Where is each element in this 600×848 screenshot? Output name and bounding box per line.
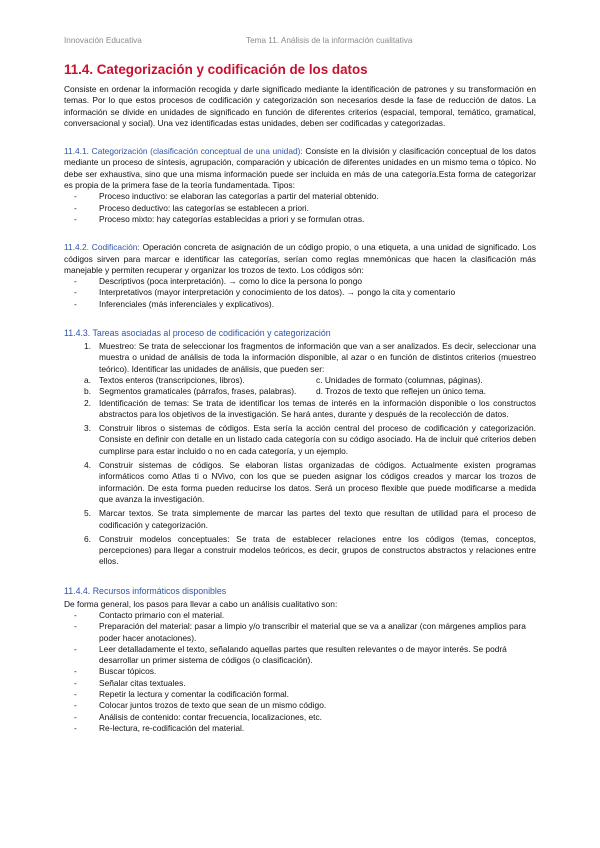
page-header	[64, 36, 536, 50]
list-item: - Análisis de contenido: contar frecuencia, localizaciones, etc.	[64, 712, 536, 723]
codificacion-heading: 11.4.2. Codificación:	[64, 242, 140, 253]
item-number: 6.	[84, 533, 91, 544]
item-text: Muestreo: Se trata de seleccionar los fragmentos de información que van a ser analizados. Es decir, seleccionar una muestra o unidad de análisis de toda la información disponible, al azar o en función de distintos criterios (muestreo teórico). Identificar las unidades de análisis, que pueden ser:	[99, 341, 536, 374]
row-letter: b.	[84, 386, 91, 397]
codificacion-text: Operación concreta de asignación de un código propio, o una etiqueta, a una unidad de significado. Los códigos sirven para marcar e identificar las categorías, serían como reglas mnemónicas que hacen la clasificación más manejable y permiten recuperar y organizar los trozos de texto. Los códigos són:	[64, 242, 537, 275]
header-topic: Tema 11. Análisis de la información cualitativa	[246, 36, 413, 45]
section-recursos	[64, 585, 536, 735]
categorizacion-types-list	[64, 191, 536, 225]
item-number: 1.	[84, 341, 91, 352]
list-item: - Buscar tópicos.	[64, 666, 536, 677]
recursos-intro: De forma general, los pasos para llevar a cabo un análisis cualitativo son:	[64, 598, 338, 609]
document-body	[64, 62, 536, 734]
list-item: - Proceso inductivo: se elaboran las categorías a partir del material obtenido.	[64, 191, 536, 202]
row-letter: a.	[84, 374, 91, 385]
list-item	[64, 341, 536, 375]
section-tareas	[64, 327, 536, 568]
header-course: Innovación Educativa	[64, 36, 142, 45]
intro-paragraph: Consiste en ordenar la información recogida y darle significado mediante la identificación de patrones y su transformación en temas. Por lo que estos procesos de codificación y categorización son necesarios desde la fase de reducción de datos. La información se divide en unidades de significado en función de diferentes criterios (espacial, temporal, temático, gramatical, conversacional y social). Una vez identificadas estas unidades, deben ser codificadas y categorizadas.	[64, 84, 536, 128]
categorizacion-text: Consiste en la división y clasificación conceptual de los datos mediante un proceso de síntesis, agrupación, comparación y ubicación de diferentes unidades en un mismo tema o tópico. No debe ser exhaustiva, sino que una misma información puede ser incluida en más de una categoría.Esta forma de categorizar es propia de la primera fase de la teoría fundamentada. Tipos:	[64, 146, 536, 191]
list-item: - Repetir la lectura y comentar la codificación formal.	[64, 689, 536, 700]
list-item: - Re-lectura, re-codificación del material.	[64, 723, 536, 734]
list-item: - Descriptivos (poca interpretación). → como lo dice la persona lo pongo	[64, 276, 536, 287]
tareas-heading: 11.4.3. Tareas asociadas al proceso de codificación y categorización	[64, 328, 331, 339]
list-item	[64, 423, 536, 457]
codificacion-types-list	[64, 276, 536, 310]
item-number: 5.	[84, 508, 91, 519]
list-item: - Proceso deductivo: las categorías se establecen a priori.	[64, 203, 536, 214]
item-text: Construir sistemas de códigos. Se elaboran listas organizadas de códigos. Actualmente existen programas informáticos como Atlas ti o NVivo, con los que se pueden asignar los códigos creados y marcar los trozos de información. De esta forma pueden reducirse los datos. Será un proceso flexible que puede modificarse a medida que avanza la investigación.	[99, 460, 536, 504]
item-number: 4.	[84, 460, 91, 471]
item-text: Construir modelos conceptuales: Se trata de establecer relaciones entre los códigos (temas, conceptos, percepciones) para llegar a construir modelos teóricos, es decir, grupos de constructos abstractos y relaciones entre ellos.	[99, 533, 536, 567]
unit-text: Segmentos gramaticales (párrafos, frases, palabras).	[99, 386, 297, 397]
list-item: - Señalar citas textuales.	[64, 678, 536, 689]
list-item: - Contacto primario con el material.	[64, 610, 536, 621]
list-item: - Inferenciales (más inferenciales y explicativos).	[64, 299, 536, 310]
item-number: 3.	[84, 423, 91, 434]
list-item	[64, 508, 536, 531]
list-item: - Leer detalladamente el texto, señalando aquellas partes que resulten relevantes o de mayor interés. Se podrá desarrollar un primer sistema de códigos (o clasificación).	[64, 644, 536, 667]
tareas-list	[64, 341, 536, 375]
recursos-steps-list	[64, 610, 536, 734]
item-text: Construir libros o sistemas de códigos. Esta sería la acción central del proceso de codificación y categorización. Consiste en definir con detalle en un listado cada categoría con su código asociado. Ha de incluir qué criterios deben cumplirse para estar incluido o no en cada categoría, y un ejemplo.	[99, 423, 536, 456]
list-item: - Preparación del material: pasar a limpio y/o transcribir el material que se va a analizar (con márgenes amplios para poder hacer anotaciones).	[64, 621, 536, 644]
unit-text: d. Trozos de texto que reflejen un único tema.	[316, 386, 486, 397]
section-codificacion	[64, 242, 536, 310]
list-item: - Proceso mixto: hay categorías establecidas a priori y se formulan otras.	[64, 214, 536, 225]
recursos-heading: 11.4.4. Recursos informáticos disponibles	[64, 585, 227, 596]
section-title: 11.4. Categorización y codificación de los datos	[64, 62, 368, 77]
tareas-list-continued	[64, 398, 536, 568]
list-item	[64, 460, 536, 505]
list-item: - Interpretativos (mayor interpretación y conocimiento de los datos). → pongo la cita y comentario	[64, 287, 536, 298]
list-item: - Colocar juntos trozos de texto que sean de un mismo código.	[64, 700, 536, 711]
item-text: Identificación de temas: Se trata de identificar los temas de interés en la información disponible o los constructos abstractos para los objetivos de la investigación. Se hará antes, durante y después de la recolección de datos.	[99, 397, 536, 419]
unit-text: Textos enteros (transcripciones, libros).	[99, 374, 245, 385]
units-row-b	[64, 386, 536, 397]
categorizacion-paragraph	[64, 146, 536, 191]
unit-text: c. Unidades de formato (columnas, páginas).	[316, 374, 483, 385]
categorizacion-heading: 11.4.1. Categorización (clasificación conceptual de una unidad):	[64, 146, 303, 157]
item-number: 2.	[84, 397, 91, 408]
codificacion-paragraph	[64, 242, 536, 276]
section-categorizacion	[64, 146, 536, 225]
list-item	[64, 398, 536, 421]
item-text: Marcar textos. Se trata simplemente de marcar las partes del texto que resultan de utilidad para el proceso de codificación y categorización.	[99, 508, 536, 530]
list-item	[64, 534, 536, 568]
units-row-a	[64, 375, 536, 386]
